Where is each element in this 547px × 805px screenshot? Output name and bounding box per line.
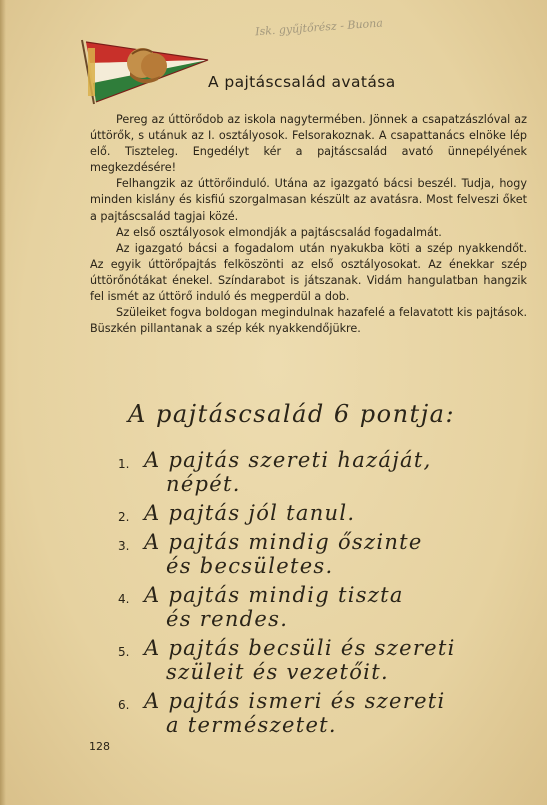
pencil-annotation: Isk. gyűjtőrész - Buona [254,16,384,39]
point-text-continued: népét. [166,472,241,496]
point-number: 5. [118,645,130,659]
story-text [90,112,527,337]
point-number: 3. [118,539,130,553]
point-number: 2. [118,510,130,524]
paragraph: Pereg az úttörődob az iskola nagytermében. Jönnek a csapatzászlóval az úttörők, s utánuk az I. osztályosok. Felsorakoznak. A csapattanács elnöke lép elő. Tiszteleg. Engedélyt kér a pajtáscsalád avató ünnepélyének megkezdésére! [90,113,527,175]
paragraph: Szüleiket fogva boldogan megindulnak hazafelé a felavatott kis pajtások. Büszkén pillantanak a szép kék nyakkendőjükre. [90,306,527,336]
list-item [118,530,518,578]
list-item [118,448,518,496]
list-item [118,689,518,737]
point-text: A pajtás mindig őszinte [144,530,423,554]
point-text: A pajtás ismeri és szereti [144,689,446,713]
points-list [118,448,518,742]
point-text: A pajtás szereti hazáját, [144,448,432,472]
point-text: A pajtás jól tanul. [144,501,356,525]
point-text-continued: és becsületes. [166,554,334,578]
point-text: A pajtás becsüli és szereti [144,636,456,660]
page-edge-shadow [0,0,6,805]
point-text-continued: és rendes. [166,607,289,631]
point-number: 1. [118,457,130,471]
points-heading: A pajtáscsalád 6 pontja: [128,400,456,428]
point-text-continued: a természetet. [166,713,337,737]
paragraph: Az első osztályosok elmondják a pajtáscsalád fogadalmát. [116,225,442,239]
page-number: 128 [89,740,110,753]
paragraph: Felhangzik az úttörőinduló. Utána az igazgató bácsi beszél. Tudja, hogy minden kislány és kisfiú szorgalmasan készült az avatásra. Most felveszi őket a pajtáscsalád tagjai közé. [90,177,527,223]
paragraph: Az igazgató bácsi a fogadalom után nyakukba köti a szép nyakkendőt. Az egyik úttörőpajtás felköszönti az első osztályosokat. Az énekkar szép úttörőnótákat énekel. Színdarabot is játszanak. Vidám hangulatban hangzik fel ismét az úttörő induló és megperdül a dob. [90,241,527,304]
page-title: A pajtáscsalád avatása [208,73,396,91]
list-item [118,583,518,631]
list-item [118,501,518,525]
list-item [118,636,518,684]
point-text-continued: szüleit és vezetőit. [166,660,389,684]
pioneer-flag-icon [80,36,210,106]
point-number: 4. [118,592,130,606]
point-text: A pajtás mindig tiszta [144,583,404,607]
point-number: 6. [118,698,130,712]
